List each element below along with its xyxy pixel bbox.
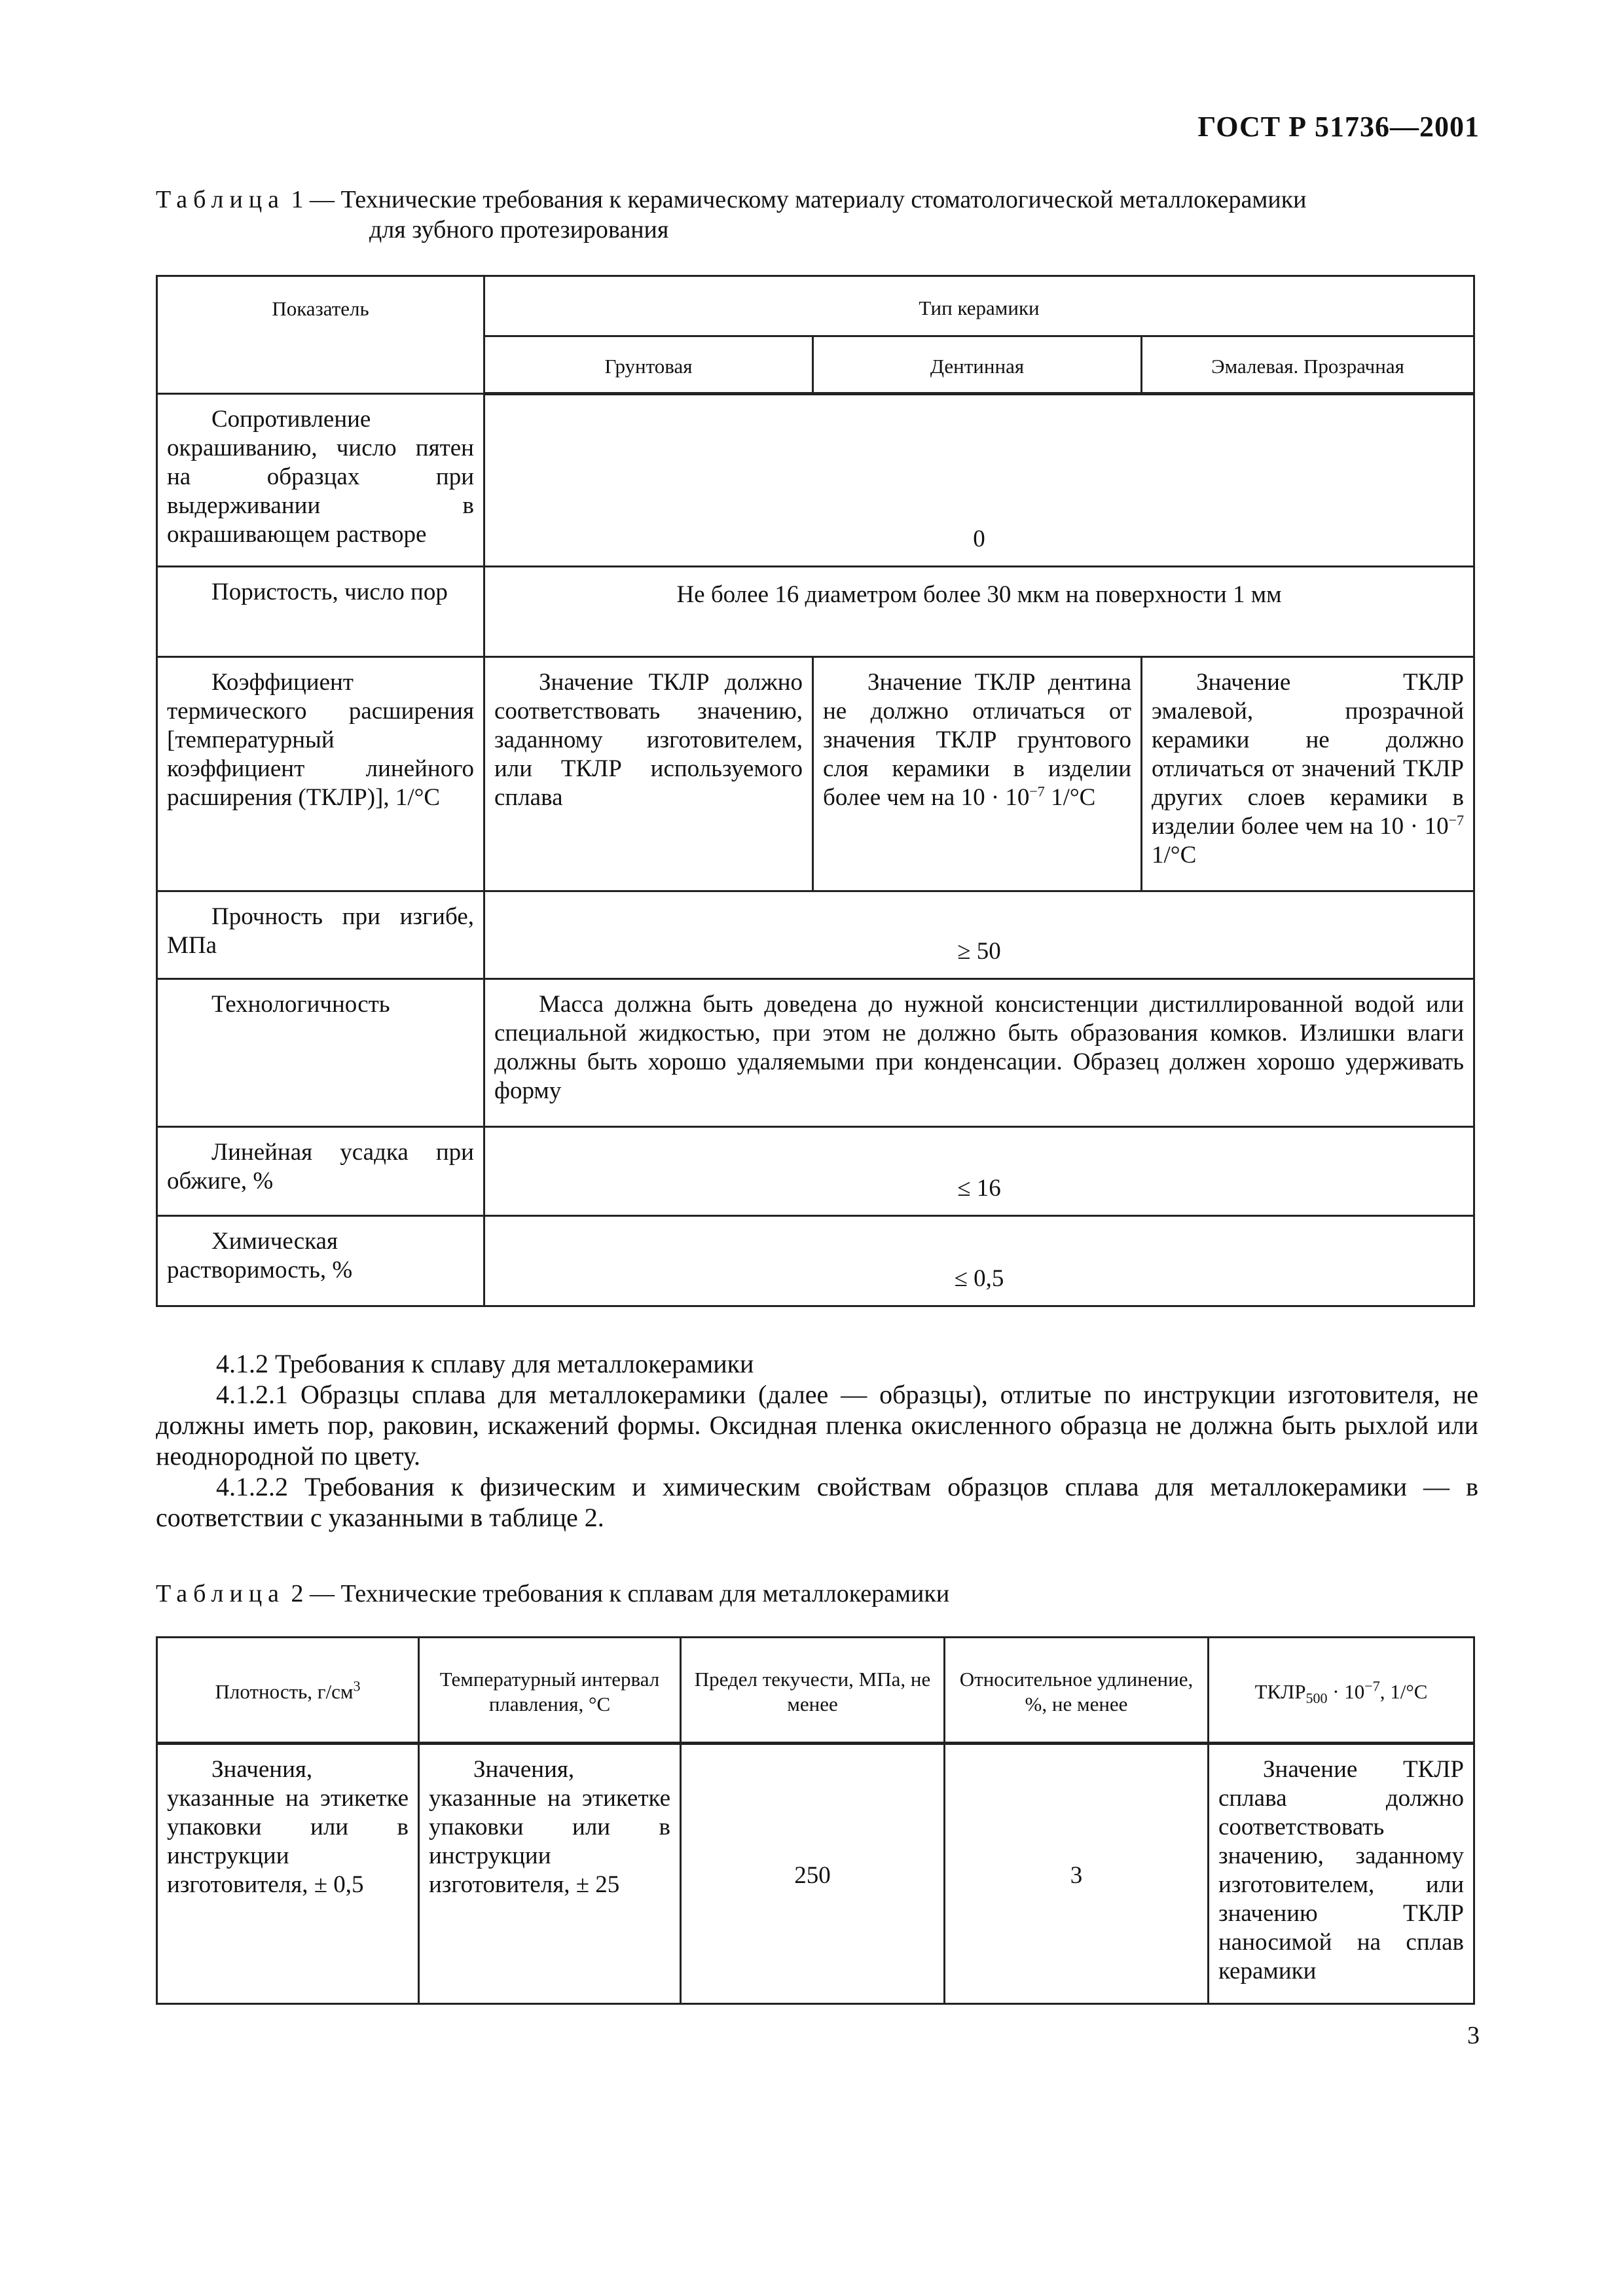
table1: [156, 275, 1475, 1307]
table-row: [157, 1127, 1474, 1216]
row-value: ≥ 50: [484, 891, 1474, 979]
header-subscript: 500: [1305, 1690, 1328, 1707]
table1-header-ceramic-type: Тип керамики: [484, 276, 1474, 336]
paragraph-4-1-2-2: 4.1.2.2 Требования к физическим и химическим свойствам образцов сплава для металлокерамики — в соответствии с указанными в таблице 2.: [156, 1472, 1478, 1532]
row-label: Пористость, число пор: [157, 567, 484, 657]
body-text: [156, 1348, 1478, 1533]
row-value-dentin: [813, 657, 1142, 891]
header-exponent: 3: [353, 1677, 361, 1695]
table1-header-enamel: Эмалевая. Прозрачная: [1142, 336, 1474, 394]
table2-caption-text: 2 — Технические требования к сплавам для металлокерамики: [285, 1580, 950, 1607]
row-label: Сопротивление окрашиванию, число пятен на образцах при выдерживании в окрашивающем растворе: [157, 394, 484, 567]
value-density: Значения, указанные на этикетке упаковки или в инструкции изготовителя, ± 0,5: [157, 1744, 419, 2004]
row-value-ground: Значение ТКЛР должно соответствовать значению, заданному изготовителем, или ТКЛР используемого сплава: [484, 657, 813, 891]
paragraph-4-1-2-1: 4.1.2.1 Образцы сплава для металлокерамики (далее — образцы), отлитые по инструкции изготовителя, не должны иметь пор, раковин, искажений формы. Оксидная пленка окисленного образца не должна быть рыхлой или неоднородной по цвету.: [156, 1380, 1478, 1471]
table-row: [157, 1744, 1474, 2004]
row-value: 0: [484, 394, 1474, 567]
value-text: Значение ТКЛР дентина не должно отличаться от значения ТКЛР грунтового слоя керамики в изделии более чем на 10 · 10: [823, 669, 1131, 811]
value-melting-range: Значения, указанные на этикетке упаковки или в инструкции изготовителя, ± 25: [419, 1744, 681, 2004]
row-label: Прочность при изгибе, МПа: [157, 891, 484, 979]
table2-header-tklr: [1209, 1638, 1474, 1744]
row-label: Коэффициент термического расширения [температурный коэффициент линейного расширения (ТКЛР)], 1/°С: [157, 657, 484, 891]
table2-header-density: [157, 1638, 419, 1744]
row-value: ≤ 16: [484, 1127, 1474, 1216]
table2-header-elongation: Относительное удлинение, %, не менее: [945, 1638, 1209, 1744]
row-value: Не более 16 диаметром более 30 мкм на поверхности 1 мм: [484, 567, 1474, 657]
header-text: · 10: [1327, 1680, 1365, 1703]
table-row: [157, 394, 1474, 567]
value-tklr: Значение ТКЛР сплава должно соответствовать значению, заданному изготовителем, или значению ТКЛР наносимой на сплав керамики: [1209, 1744, 1474, 2004]
table-row: [157, 567, 1474, 657]
value-exponent: −7: [1448, 812, 1465, 829]
value-elongation: 3: [945, 1744, 1209, 2004]
table2-header-melting-range: Температурный интервал плавления, °С: [419, 1638, 681, 1744]
table1-header-dentin: Дентинная: [813, 336, 1142, 394]
header-text: Плотность, г/см: [215, 1680, 354, 1703]
row-label: Технологичность: [157, 979, 484, 1127]
header-unit: , 1/°С: [1379, 1680, 1428, 1703]
table1-header-indicator: Показатель: [157, 276, 484, 394]
header-text: ТКЛР: [1254, 1680, 1306, 1703]
table1-caption-continuation: для зубного протезирования: [369, 216, 669, 243]
row-label: Химическая растворимость, %: [157, 1216, 484, 1306]
header-exponent: −7: [1364, 1677, 1380, 1695]
table2-caption: [156, 1579, 1478, 1609]
value-text: Значение ТКЛР эмалевой, прозрачной керамики не должно отличаться от значений ТКЛР других слоев керамики в изделии более чем на 10 · 10: [1152, 669, 1465, 840]
table-row: [157, 1216, 1474, 1306]
table1-header-ground: Грунтовая: [484, 336, 813, 394]
page-number: 3: [1467, 2022, 1480, 2049]
value-exponent: −7: [1029, 783, 1045, 800]
table2: [156, 1636, 1475, 2005]
document-code: ГОСТ Р 51736—2001: [1197, 111, 1480, 143]
value-unit: 1/°С: [1152, 842, 1197, 869]
row-value: Масса должна быть доведена до нужной консистенции дистиллированной водой или специальной жидкостью, при этом не должно быть образования комков. Излишки влаги должны быть хорошо удаляемыми при конденсации. Образец должен хорошо удерживать форму: [484, 979, 1474, 1127]
value-unit: 1/°С: [1044, 784, 1096, 811]
paragraph-4-1-2: 4.1.2 Требования к сплаву для металлокерамики: [216, 1349, 754, 1378]
table1-caption-text: 1 — Технические требования к керамическому материалу стоматологической металлокерамики: [285, 186, 1307, 213]
table-row: [157, 657, 1474, 891]
row-value-enamel: [1142, 657, 1474, 891]
table1-caption: [156, 185, 1478, 245]
table-row: [157, 891, 1474, 979]
row-value: ≤ 0,5: [484, 1216, 1474, 1306]
row-label: Линейная усадка при обжиге, %: [157, 1127, 484, 1216]
table2-header-yield-strength: Предел текучести, МПа, не менее: [681, 1638, 945, 1744]
table2-caption-prefix: Таблица: [156, 1580, 285, 1607]
value-yield-strength: 250: [681, 1744, 945, 2004]
table1-caption-prefix: Таблица: [156, 186, 285, 213]
table-row: [157, 979, 1474, 1127]
